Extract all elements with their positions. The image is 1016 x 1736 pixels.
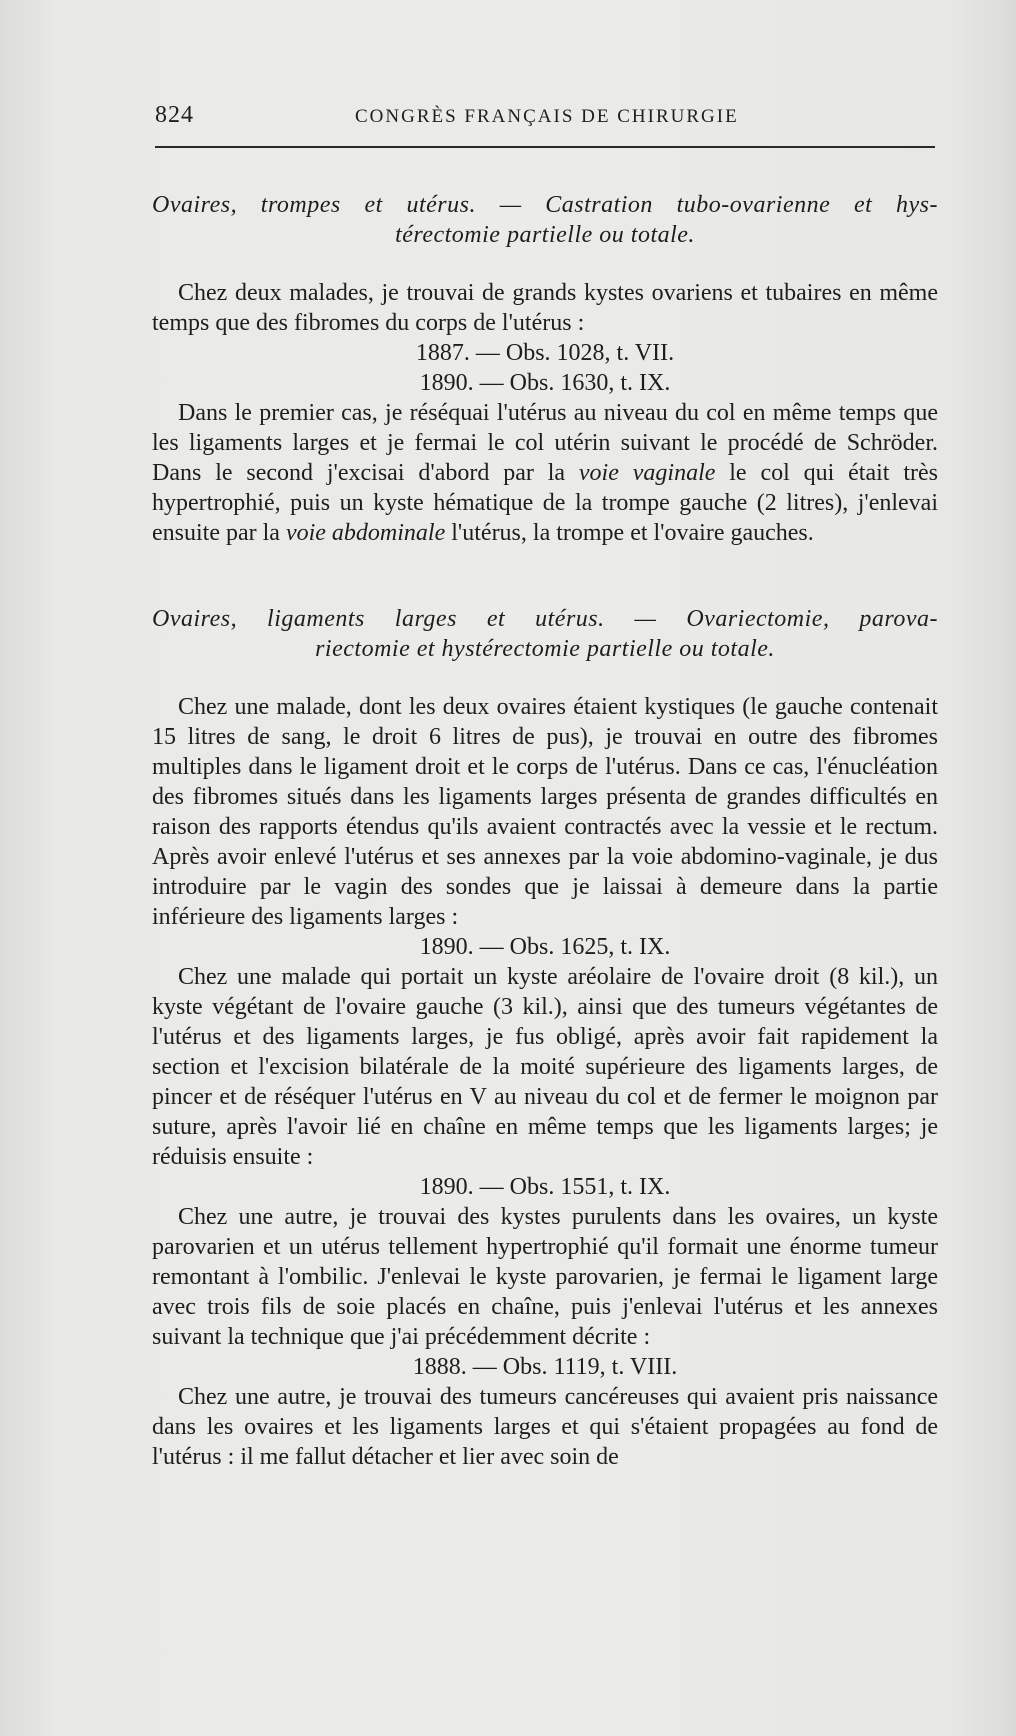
section-heading-2 — [152, 604, 938, 664]
header-rule — [155, 146, 935, 148]
paragraph-text: Dans le premier cas, je réséquai l'utérus au niveau du col en même temps que les ligaments larges et je fermai le col utérin suivant le procédé de Schröder. Dans le second j'excisai d'abord par la — [152, 400, 938, 486]
paragraph-text: l'utérus, la trompe et l'ovaire gauches. — [445, 520, 814, 546]
paragraph: Chez une malade, dont les deux ovaires étaient kystiques (le gauche contenait 15 litres de sang, le droit 6 litres de pus), je trouvai en outre des fibromes multiples dans le ligament droit et le corps de l'utérus. Dans ce cas, l'énucléation des fibromes situés dans les ligaments larges présenta de grandes difficultés en raison des rapports étendus qu'ils avaient contractés avec la vessie et le rectum. Après avoir enlevé l'utérus et ses annexes par la voie abdomino-vaginale, je dus introduire par le vagin des sondes que je laissai à demeure dans la partie inférieure des ligaments larges : — [152, 694, 938, 930]
section-heading-2-line-1: Ovaires, ligaments larges et utérus. — Ovariectomie, parova- — [152, 606, 938, 632]
section-heading-1-line-2: térectomie partielle ou totale. — [395, 222, 695, 248]
italic-term: voie vaginale — [578, 460, 716, 486]
running-title: CONGRÈS FRANÇAIS DE CHIRURGIE — [355, 106, 739, 127]
spacer — [152, 250, 938, 278]
spacer — [152, 664, 938, 692]
section-heading-1 — [152, 190, 938, 250]
observation-reference: 1890. — Obs. 1625, t. IX. — [419, 934, 671, 960]
paragraph: Chez une autre, je trouvai des kystes purulents dans les ovaires, un kyste parovarien et un utérus tellement hypertrophié qu'il formait une énorme tumeur remontant à l'ombilic. J'enlevai le kyste parovarien, je fermai le ligament large avec trois fils de soie placés en chaîne, puis j'enlevai l'utérus et les annexes suivant la technique que j'ai précédemment décrite : — [152, 1204, 938, 1350]
italic-term: voie abdominale — [285, 520, 446, 546]
spacer — [152, 548, 938, 604]
paragraph: Chez une malade qui portait un kyste aréolaire de l'ovaire droit (8 kil.), un kyste végétant de l'ovaire gauche (3 kil.), ainsi que des tumeurs végétantes de l'utérus et des ligaments larges, je fus obligé, après avoir fait rapidement la section et l'excision bilatérale de la moité supérieure des ligaments larges, de pincer et de réséquer l'utérus en V au niveau du col et de fermer le moignon par suture, après l'avoir lié en chaîne en même temps que les ligaments larges; je réduisis ensuite : — [152, 964, 938, 1170]
paragraph: Chez deux malades, je trouvai de grands kystes ovariens et tubaires en même temps que des fibromes du corps de l'utérus : — [152, 280, 938, 336]
paragraph — [152, 398, 938, 548]
observation-reference: 1888. — Obs. 1119, t. VIII. — [412, 1354, 678, 1380]
section-heading-1-line-1: Ovaires, trompes et utérus. — Castration tubo-ovarienne et hys- — [152, 192, 938, 218]
observation-reference: 1890. — Obs. 1630, t. IX. — [419, 370, 671, 396]
running-head — [155, 102, 935, 132]
page-number: 824 — [155, 102, 194, 128]
observation-reference: 1887. — Obs. 1028, t. VII. — [415, 340, 675, 366]
section-heading-2-line-2: riectomie et hystérectomie partielle ou totale. — [315, 636, 775, 662]
paragraph: Chez une autre, je trouvai des tumeurs cancéreuses qui avaient pris naissance dans les ovaires et les ligaments larges et qui s'étaient propagées au fond de l'utérus : il me fallut détacher et lier avec soin de — [152, 1384, 938, 1470]
observation-reference: 1890. — Obs. 1551, t. IX. — [419, 1174, 671, 1200]
paragraph-text: le col qui était très hypertrophié, puis un kyste hématique de la trompe gauche (2 litres), j'enlevai ensuite par la — [152, 460, 938, 546]
body-text — [152, 190, 938, 1472]
